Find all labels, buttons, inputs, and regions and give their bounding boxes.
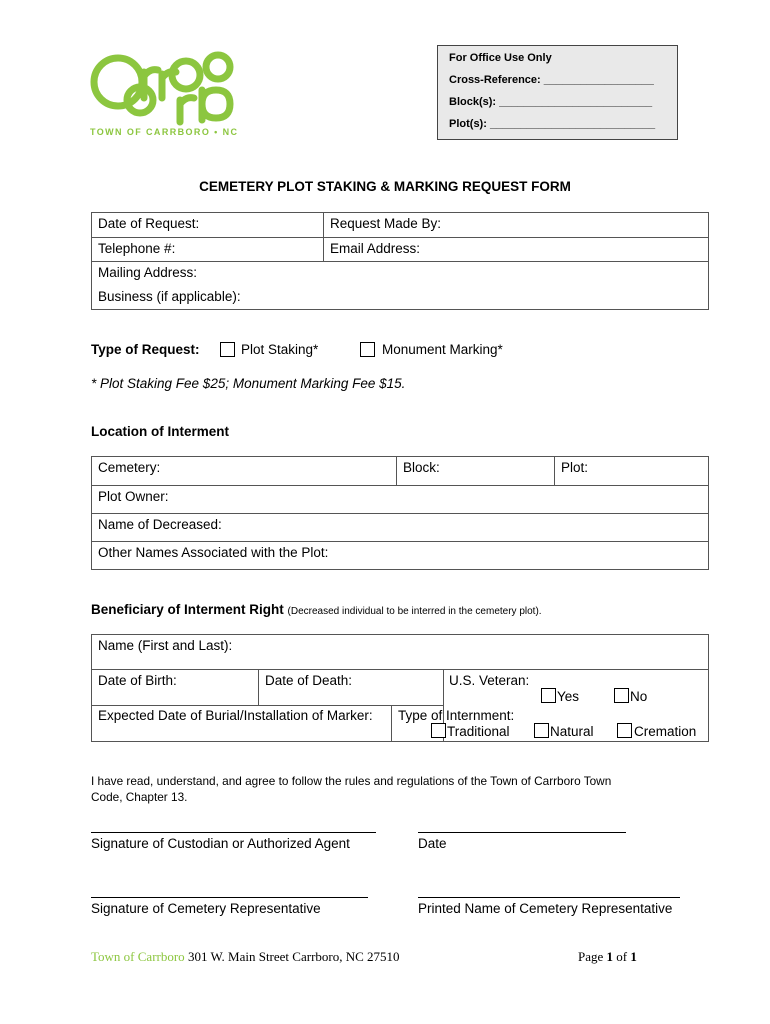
cemetery-rep-signature-label: Signature of Cemetery Representative bbox=[91, 901, 321, 916]
request-type-label: Type of Request: bbox=[91, 342, 200, 357]
beneficiary-heading: Beneficiary of Interment Right bbox=[91, 602, 284, 617]
beneficiary-note: (Decreased individual to be interred in the cemetery plot). bbox=[287, 606, 542, 617]
plot-staking-label: Plot Staking* bbox=[241, 342, 319, 357]
form-title: CEMETERY PLOT STAKING & MARKING REQUEST FORM bbox=[199, 179, 571, 194]
date-signature-label: Date bbox=[418, 836, 447, 851]
custodian-signature-label: Signature of Custodian or Authorized Agent bbox=[91, 836, 350, 851]
blocks-field[interactable]: Block(s): _________________________ bbox=[449, 96, 653, 108]
veteran-label: U.S. Veteran: bbox=[449, 673, 530, 688]
name-deceased-field[interactable]: Name of Decreased: bbox=[92, 514, 709, 542]
footer-town: Town of Carrboro bbox=[91, 949, 185, 964]
business-field[interactable]: Business (if applicable): bbox=[92, 286, 709, 310]
monument-marking-checkbox[interactable] bbox=[360, 342, 375, 357]
location-table bbox=[91, 456, 709, 570]
page-of: of bbox=[616, 949, 628, 964]
cross-reference-field[interactable]: Cross-Reference: __________________ bbox=[449, 74, 654, 86]
plots-field[interactable]: Plot(s): ___________________________ bbox=[449, 118, 656, 130]
printed-name-label: Printed Name of Cemetery Representative bbox=[418, 901, 673, 916]
custodian-signature-line[interactable] bbox=[91, 832, 376, 833]
beneficiary-table bbox=[91, 634, 709, 742]
fee-note: * Plot Staking Fee $25; Monument Marking Fee $15. bbox=[91, 376, 406, 391]
date-of-birth-field[interactable]: Date of Birth: bbox=[98, 673, 177, 688]
page-number bbox=[578, 949, 637, 965]
page-current: 1 bbox=[606, 949, 614, 964]
other-names-field[interactable]: Other Names Associated with the Plot: bbox=[92, 542, 709, 570]
veteran-yes-label: Yes bbox=[557, 689, 580, 704]
printed-name-line[interactable] bbox=[418, 897, 680, 898]
date-of-death-field[interactable]: Date of Death: bbox=[265, 673, 353, 688]
page-total: 1 bbox=[630, 949, 637, 964]
cremation-checkbox[interactable] bbox=[617, 723, 632, 738]
plot-staking-checkbox[interactable] bbox=[220, 342, 235, 357]
footer-address-row bbox=[91, 949, 400, 965]
page-prefix: Page bbox=[578, 949, 604, 964]
beneficiary-name-field[interactable]: Name (First and Last): bbox=[98, 638, 233, 653]
beneficiary-heading-row bbox=[91, 602, 542, 617]
request-made-by-field[interactable]: Request Made By: bbox=[324, 213, 709, 238]
monument-marking-label: Monument Marking* bbox=[382, 342, 503, 357]
office-use-box bbox=[437, 45, 678, 140]
natural-checkbox[interactable] bbox=[534, 723, 549, 738]
type-internment-label: Type of Internment: bbox=[398, 708, 515, 723]
office-use-title: For Office Use Only bbox=[449, 52, 552, 64]
veteran-no-label: No bbox=[630, 689, 648, 704]
cemetery-field[interactable]: Cemetery: bbox=[92, 457, 397, 486]
footer-address: 301 W. Main Street Carrboro, NC 27510 bbox=[187, 949, 400, 964]
date-signature-line[interactable] bbox=[418, 832, 626, 833]
veteran-yes-checkbox[interactable] bbox=[541, 688, 556, 703]
plot-owner-field[interactable]: Plot Owner: bbox=[92, 486, 709, 514]
cremation-label: Cremation bbox=[634, 724, 697, 739]
veteran-no-checkbox[interactable] bbox=[614, 688, 629, 703]
cemetery-rep-signature-line[interactable] bbox=[91, 897, 368, 898]
traditional-label: Traditional bbox=[447, 724, 510, 739]
mailing-address-field[interactable]: Mailing Address: bbox=[92, 262, 709, 286]
location-heading: Location of Interment bbox=[91, 424, 229, 439]
telephone-field[interactable]: Telephone #: bbox=[92, 238, 324, 262]
traditional-checkbox[interactable] bbox=[431, 723, 446, 738]
email-field[interactable]: Email Address: bbox=[324, 238, 709, 262]
block-field[interactable]: Block: bbox=[397, 457, 555, 486]
expected-date-field[interactable]: Expected Date of Burial/Installation of Marker: bbox=[98, 708, 373, 723]
natural-label: Natural bbox=[550, 724, 594, 739]
plot-field[interactable]: Plot: bbox=[555, 457, 709, 486]
agreement-line-2: Code, Chapter 13. bbox=[91, 790, 188, 804]
date-of-request-field[interactable]: Date of Request: bbox=[92, 213, 324, 238]
agreement-line-1: I have read, understand, and agree to follow the rules and regulations of the Town of Carrboro Town bbox=[91, 774, 612, 788]
requester-table bbox=[91, 212, 709, 310]
logo-tagline: TOWN OF CARRBORO • NC bbox=[90, 127, 239, 137]
